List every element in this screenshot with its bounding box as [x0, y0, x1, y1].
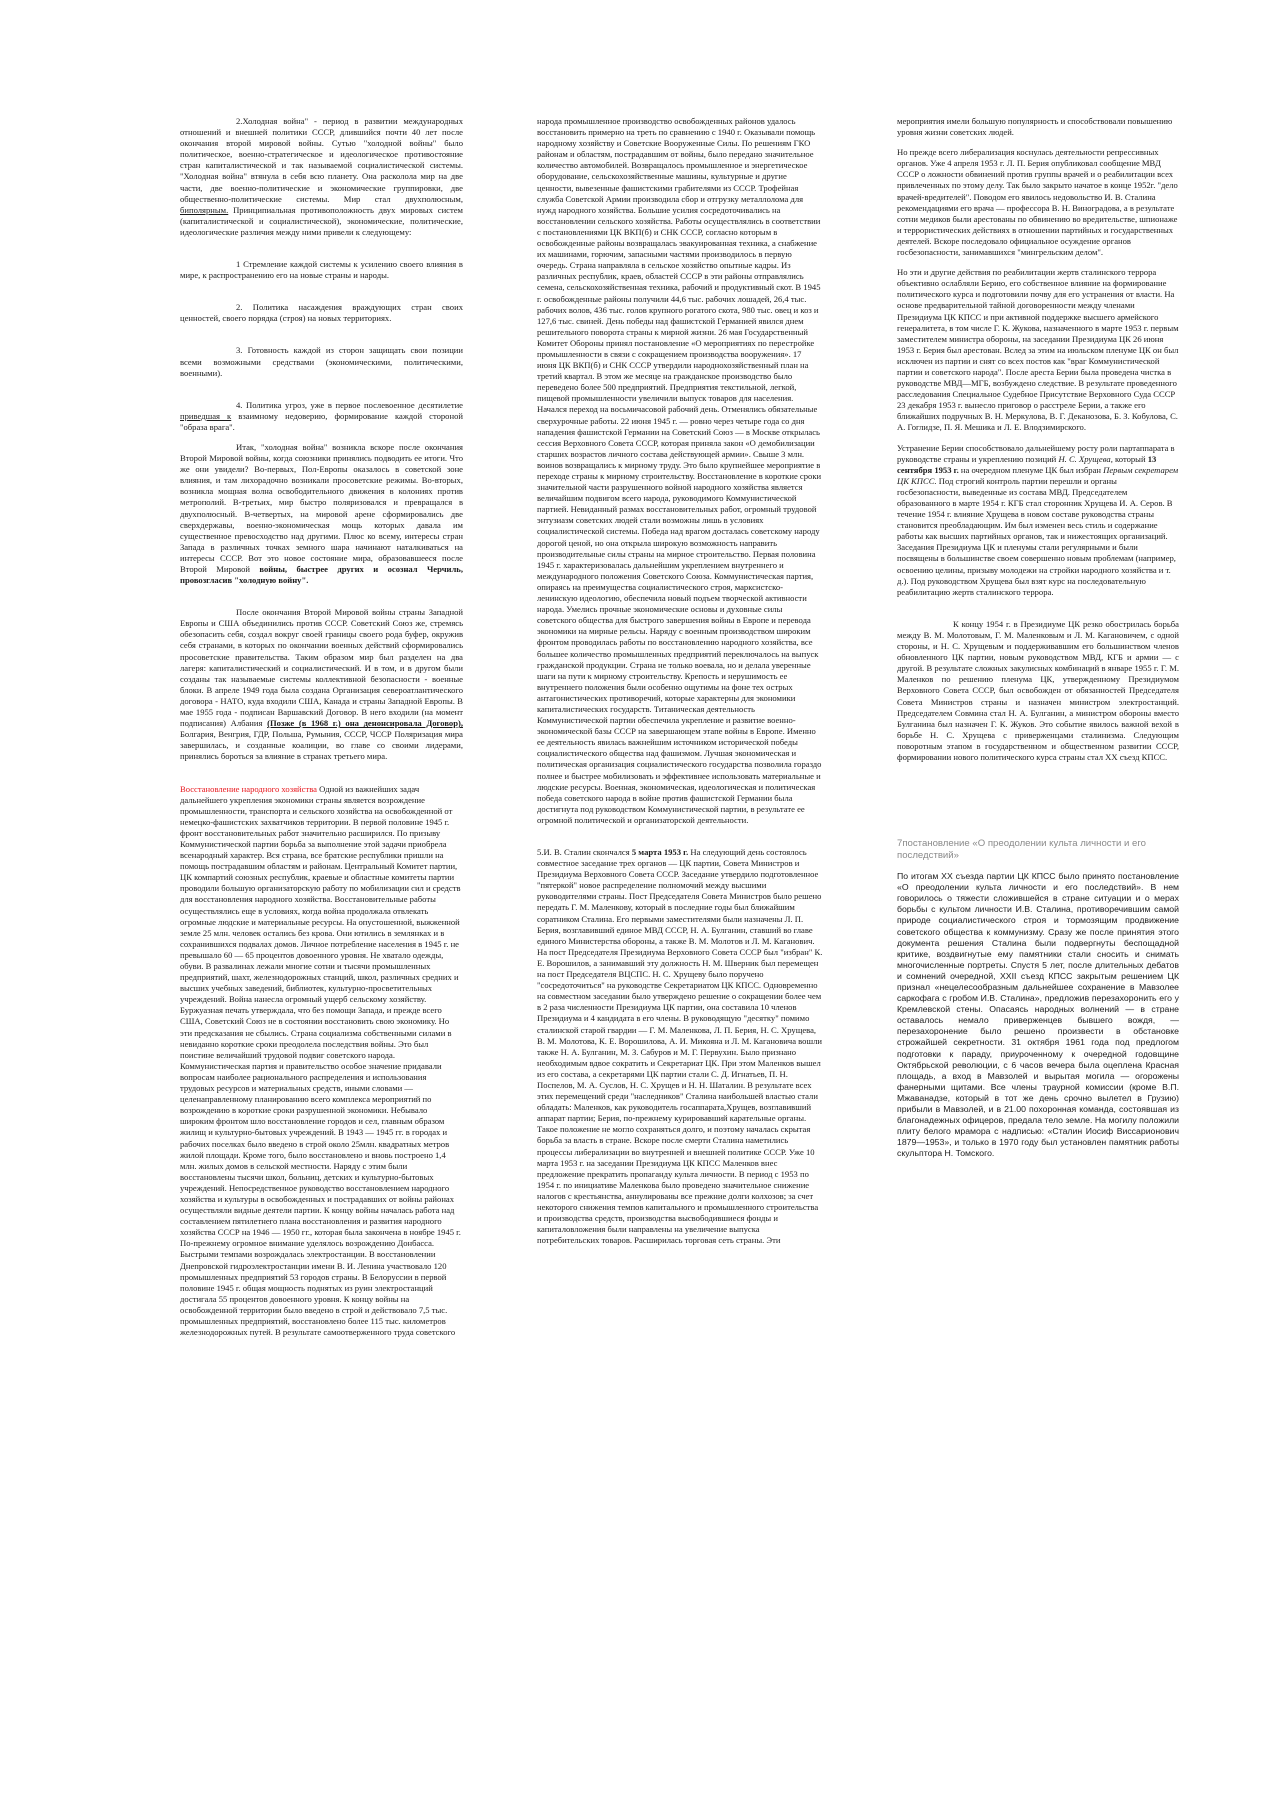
cold-war-origins: Итак, "холодная война" возникла вскоре после окончания Второй Мировой войны, когда союзники принялись подводить ее итоги. Что же они увидели? Во-первых, Пол-Европы оказалось в советской зоне влияния, и там лихорадочно возникали просоветские режимы. Во-вторых, возникла мощная волна освободительного движения в колониях против метрополий. В-третьих, мир быстро поляризовался и превращался в двухполюсный. В-четвертых, на мировой арене сформировались две сверхдержавы, военно-экономическая мощь которых давала им существенное превосходство над другими. Плюс ко всему, интересы стран Запада в различных точках земного шара начинают наталкиваться на интересы СССР. Вот это новое состояние мира, образовавшееся после Второй Мировой войны, быстрее других и осознал Черчиль, провозгласив "холодную войну". — [180, 441, 464, 586]
point-1: 1 Стремление каждой системы к усилению своего влияния в мире, к распространению его на новые страны и народы. — [180, 259, 463, 281]
reconstruction-heading: Восстановление народного хозяйства — [180, 783, 317, 794]
khrushchev-name: Н. С. Хрущева, — [1058, 453, 1113, 464]
repression-liberalization: Но прежде всего либерализация коснулась деятельности репрессивных органов. Уже 4 апреля 1953 г. Л. П. Берия опубликовал сообщение МВД СССР о ложности обвинений против группы врачей и о реабилитации всех привлеченных по этому делу. Так было закрыто начатое в конце 1952г. "дело врачей-вредителей". Поводом его явилось недовольство И. В. Сталина рекомендациями его врача — профессора В. Н. Виноградова, а в результате сотни медиков были арестованы по обвинению во вредительстве, шпионаже и террористических действиях в отношении партийных и государственных деятелей. Вскоре последовало официальное осуждение органов госбезопасности, занимавшихся "мингрельским делом". — [897, 147, 1178, 258]
point-3: 3. Готовность каждой из сторон защищать свои позиции всеми возможными средствами (экономическими, политическими, военными). — [180, 345, 463, 378]
albania-note: (Позже (в 1968 г.) она денонсировала Договор), — [267, 718, 463, 729]
section-7-heading: 7постановление «О преодолении культа личности и его последствий» — [897, 838, 1146, 862]
khrushchev-rise: Устранение Берии способствовало дальнейшему росту роли партаппарата в руководстве страны и укреплению позиций Н. С. Хрущева, который 13 сентября 1953 г. на очередном пленуме ЦК был избран Первым секретарем ЦК КПСС. Под строгий контроль партии перешли и органы госбезопасности, выведенные из состава МВД. Председателем образованного в марте 1954 г. КГБ стал сторонник Хрущева И. А. Серов. В течение 1954 г. влияние Хрущева в новом составе руководства страны становится преобладающим. Им был изменен весь стиль и содержание работы как высших партийных органов, так и нижестоящих организаций. Заседания Президиума ЦК и пленумы стали регулярными и были посвящены в большинстве своем совершенно новым проблемам (например, освоению целины, призыву молодежи на стройки народного хозяйства и т. д.). Под руководством Хрущева был взят курс на последовательную реабилитацию жертв сталинского террора. — [897, 442, 1179, 597]
underlined-term: биполярным. — [180, 204, 229, 215]
first-secretary-title: Первым секретарем ЦК КПСС. — [897, 464, 1179, 486]
stalin-death-date: 5 марта 1953 г. — [631, 847, 689, 857]
point-2: 2. Политика насаждения враждующих стран своих ценностей, своего порядка (строя) на новых территориях. — [180, 302, 463, 324]
underlined-phrase: приведшая к — [180, 410, 232, 421]
blocs-paragraph: После окончания Второй Мировой войны страны Западной Европы и США объединились против СССР. Советский Союз же, стремясь обезопасить себя, создал вокруг своей границы своего рода буфер, окружив себя странами, в которых по окончании военных действий сформировались просоветские правительства. Таким образом мир был разделен на два лагеря: капиталистический и социалистический. И в том, и в другом были созданы так называемые системы коллективной безопасности - военные блоки. В апреле 1949 года была создана Организация североатлантического договора - НАТО, куда входили США, Канада и страны Западной Европы. В мае 1955 года - подписан Варшавский Договор. В него входили (на момент подписания) Албания (Позже (в 1968 г.) она денонсировала Договор), Болгария, Венгрия, ГДР, Польша, Румыния, СССР, ЧССР Поляризация мира завершилась, и созданные коалиции, во главе со своими лидерами, принялись бороться за влияние в странах третьего мира. — [180, 607, 463, 762]
cult-of-personality-resolution: По итогам XX съезда партии ЦК КПСС было принято постановление «О преодолении культа личности и его последствий». В нем говорилось о тяжести сложившейся в стране ситуации и о мерах борьбы с культом личности И.В. Сталина, противоречившим самой природе социалистического строя и тормозящим продвижение советского общества к коммунизму. Сразу же после принятия этого документа решения Сталина были подвергнуты беспощадной критике, воздвигнутые ему памятники стали сносить и снимать многочисленные портреты. Спустя 5 лет, после длительных дебатов и сомнений очередной, XXII съезд КПСС закрытым решением ЦК признал «нецелесообразным дальнейшее сохранение в Мавзолее саркофага с гробом И.В. Сталина», предложив перезахоронить его у Кремлевской стены. Опасаясь народных волнений — в стране оставалось немало приверженцев бывшего вождя, — перезахоронение было решено произвести в обстановке строжайшей секретности. 31 октября 1961 года под предлогом подготовки к параду, приуроченному к очередной годовщине Октябрьской революции, с 6 часов вечера была оцеплена Красная площадь, а вход в Мавзолей и вырытая могила — огорожены фанерными щитами. Все члены траурной комиссии (кроме В.П. Мжаванадзе, который в тот же день срочно вылетел в Грузию) прибыли в Мавзолей, и в 21.00 похоронная команда, состоявшая из благонадежных офицеров, предала тело земле. На могилу положили плиту белого мрамора с надписью: «Сталин Иосиф Виссарионович 1879—1953», и только в 1970 году был установлен памятник работы скульптора Н. Томского. — [897, 871, 1179, 1159]
cold-war-definition: 2.Холодная война" - период в развитии международных отношений и внешней политики СССР, длившийся почти 40 лет после окончания второй мировой войны. Сутью "холодной войны" было политическое, военно-стратегическое и идеологическое противостояние стран капиталистической и так называемой социалистической системы. "Холодная война" втянула в себя всю планету. Она расколола мир на две части, две военно-политические и экономические группировки, две общественно-политические системы. Мир стал двухполюсным, биполярным. Принципиальная противоположность двух мировых систем (капиталистической и социалистической), экономические, политические, идеологические различия между ними привели к следующему: — [180, 116, 463, 237]
reconstruction-continued: народа промышленное производство освобожденных районов удалось восстановить примерно на треть по сравнению с 1940 г. Оказывали помощь народному хозяйству и Советские Вооруженные Силы. По решениям ГКО районам и областям, пострадавшим от войны, было передано значительное количество автомобилей. Возвращалось промышленное и энергетическое оборудование, сельскохозяйственные машины, культурные и другие ценности, вывезенные фашистскими грабителями из СССР. Трофейная служба Советской Армии производила сбор и отгрузку металлолома для нужд народного хозяйства. Большие усилия сосредоточивались на восстановлении сельского хозяйства. Работы осуществлялись в соответствии с постановлениями ЦК ВКП(б) и СНК СССР, согласно которым в освобожденные районы возвращалась эвакуированная техника, а снабжение их машинами, горючим, запасными частями производилось в первую очередь. Страна направляла в сельское хозяйство опытные кадры. Из различных республик, краев, областей СССР в эти районы отправлялись семена, сельскохозяйственная техника, рабочий и продуктивный скот. В 1945 г. освобожденные районы получили 44,6 тыс. рабочих лошадей, 26,4 тыс. рабочих волов, 436 тыс. голов крупного рогатого скота, 980 тыс. овец и коз и 127,6 тыс. свиней. День победы над фашистской Германией явился днем решительного поворота страны к мирной жизни. 26 мая Государственный Комитет Обороны принял постановление «О мероприятиях по перестройке промышленности в связи с сокращением производства вооружения». 17 июня ЦК ВКП(б) и СНК СССР утвердили народнохозяйственный план на третий квартал. В этом же месяце на гражданское производство было переведено более 500 предприятий. Предприятия текстильной, легкой, пищевой промышленности увеличили выпуск товаров для населения. Начался переход на восьмичасовой рабочий день. Отменялись обязательные сверхурочные работы. 22 июня 1945 г. — ровно через четыре года со дня нападения фашистской Германии на Советский Союз — в Москве открылась сессия Верховного Совета СССР, которая приняла закон «О демобилизации старших возрастов личного состава действующей армии». Свыше 3 млн. воинов возвращались к мирному труду. Это было крупнейшее мероприятие в переходе страны к мирному строительству. Восстановление в короткие сроки значительной части разрушенного войной народного хозяйства является величайшим подвигом всего народа, руководимого Коммунистической партией. Невиданный размах восстановительных работ, огромный трудовой энтузиазм советских людей стали возможны лишь в условиях социалистической системы. Победа над врагом досталась советскому народу дорогой ценой, но она открыла широкую возможность направить производительные силы страны на мирное строительство. Первая половина 1945 г. характеризовалась дальнейшим укреплением внутреннего и международного положения Советского Союза. Коммунистическая партия, опираясь на преимущества социалистического строя, марксистско-ленинскую идеологию, обеспечила новый подъем творческой активности народа. Умелись прочные экономические основы и духовные силы советского общества для быстрого завершения войны в Европе и перевода экономики на мирные рельсы. Наряду с военным производством широким фронтом проводилась работы по восстановлению народного хозяйства, все большее количество промышленных предприятий переключалось на выпуск гражданской продукции. Страна не только воевала, но и делала уверенные шаги на пути к мирному строительству. Крепость и нерушимость ее внутреннего положения были особенно ощутимы на фоне тех острых антагонистических противоречий, которые характерны для экономики капиталистических государств. Титаническая деятельность Коммунистической партии обеспечила укрепление и развитие военно-экономической базы СССР на завершающем этапе войны в Европе. Именно ее деятельность явилась важнейшим источником исторической победы социалистического общества над фашизмом. Лучшая экономическая и политическая организация социалистического государства позволила гораздо полнее и быстрее мобилизовать и эффективнее использовать материальные и людские ресурсы. Военная, экономическая, идеологическая и политическая победа советского народа в войне против фашистской Германии была достигнута под руководством Коммунистической партии, в результате ее огромной политической и организаторской деятельности. — [537, 116, 822, 825]
liberalization-effect: мероприятия имели большую популярность и способствовали повышению уровня жизни советских людей. — [897, 116, 1173, 138]
stalin-death-paragraph: 5.И. В. Сталин скончался 5 марта 1953 г. На следующий день состоялось совместное заседание трех органов — ЦК партии, Совета Министров и Президиума Верховного Совета СССР. Заседание утвердило подготовленное "пятеркой" новое распределение полномочий между высшими руководителями страны. Пост Председателя Совета Министров было решено передать Г. М. Маленкову, который в последние годы был ближайшим соратником Сталина. Его первыми заместителями были назначены Л. П. Берия, возглавивший единое МВД СССР, Н. А. Булганин, ставший во главе единого Министерства обороны, а также В. М. Молотов и Л. М. Каганович. На пост Председателя Президиума Верховного Совета СССР был "избран" К. Е. Ворошилов, а занимавший эту должность Н. М. Шверник был перемещен на пост Председателя ВЦСПС. Н. С. Хрущеву было поручено "сосредоточиться" на руководстве Секретариатом ЦК КПСС. Одновременно на совместном заседании было утверждено решение о сокращении более чем в 2 раза численности Президиума ЦК партии, она составила 10 членов Президиума и 4 кандидата в его члены. В руководящую "десятку" помимо сталинской старой гвардии — Г. М. Маленкова, Л. П. Берия, Н. С. Хрущева, В. М. Молотова, К. Е. Ворошилова, А. И. Микояна и Л. М. Кагановича вошли также Н. А. Булганин, М. З. Сабуров и М. Г. Первухин. Было признано необходимым вдвое сократить и Секретариат ЦК. При этом Маленков вышел из его состава, а секретарями ЦК партии стали С. Д. Игнатьев, П. Н. Поспелов, М. А. Суслов, Н. С. Хрущев и Н. Н. Шаталин. В результате всех этих перемещений среди "наследников" Сталина наибольшей властью стали обладать: Маленков, как руководитель госаппарата,Хрущев, возглавивший аппарат партии; Берия, по-прежнему курировавший карательные органы. Такое положение не могло сохраняться долго, и поэтому началась скрытая борьба за власть в стране. Вскоре после смерти Сталина наметились процессы либерализации во внутренней и внешней политике СССР. Уже 10 марта 1953 г. на заседании Президиума ЦК КПСС Маленков внес предложение прекратить пропаганду культа личности. В период с 1953 по 1954 г. по инициативе Маленкова было проведено значительное снижение налогов с крестьянства, аннулированы все прежние долги колхозов; за счет некоторого снижения темпов капитального и промышленного строительства и производства средств, производства высвободившиеся фонды и капиталовложения были направлены на увеличение выпуска потребительских товаров. Расширилась торговая сеть страны. Эти — [537, 847, 823, 1246]
reconstruction-paragraph: Восстановление народного хозяйства Одной из важнейших задач дальнейшего укрепления экономики страны является возрождение промышленности, транспорта и сельского хозяйства на освобожденной от немецко-фашистских захватчиков территории. В первой половине 1945 г. фронт восстановительных работ значительно расширился. По призыву Коммунистической партии борьба за выполнение этой задачи приобрела всенародный характер. Вся страна, все братские республики пришли на помощь пострадавшим областям и районам. Центральный Комитет партии, ЦК компартий союзных республик, краевые и областные комитеты партии проводили большую организаторскую работу по мобилизации сил и средств для восстановления народного хозяйства. Восстановительные работы осуществлялись еще в условиях, когда война продолжала отвлекать огромные людские и материальные ресурсы. На опустошенной, выжженной земле 25 млн. человек остались без крова. Они ютились в землянках и в сохранившихся подвалах домов. Личное потребление населения в 1945 г. не превышало 60 — 65 процентов довоенного уровня. Не хватало одежды, обуви. В развалинах лежали многие сотни и тысячи промышленных предприятий, шахт, железнодорожных станций, школ, различных средних и высших учебных заведений, библиотек, культурно-просветительных учреждений. Война нанесла огромный ущерб сельскому хозяйству. Буржуазная печать утверждала, что без помощи Запада, и прежде всего США, Советский Союз не в состоянии восстановить свою экономику. Но эти предсказания не сбылись. Страна социализма собственными силами в невиданно короткие сроки преодолела последствия войны. Это был поистине величайший трудовой подвиг советского народа. Коммунистическая партия и правительство особое значение придавали вопросам наиболее рационального распределения и использования трудовых ресурсов и материальных средств, иными словами — целенаправленному планированию всего комплекса мероприятий по возрождению в короткие сроки разрушенной экономики. Небывало широким фронтом шло восстановление городов и сел, главным образом жилищ и культурно-бытовых учреждений. В 1943 — 1945 гг. в городах и рабочих поселках было введено в строй около 25млн. квадратных метров жилой площади. Кроме того, было восстановлено и вновь построено 1,4 млн. жилых домов в сельской местности. Наряду с этим были восстановлены тысячи школ, больниц, детских и культурно-бытовых учреждений. Непосредственное руководство восстановлением народного хозяйства и культуры в освобожденных и пострадавших от войны районах осуществляли видные деятели партии. К концу войны началась работа над составлением пятилетнего плана восстановления и развития народного хозяйства СССР на 1946 — 1950 гг., которая была закончена в ноябре 1945 г. По-прежнему огромное внимание уделялось возрождению Донбасса. Быстрыми темпами возрождалась электростанции. В восстановлении Днепровской гидроэлектростанции имени В. И. Ленина участвовало 120 промышленных предприятий 53 городов страны. В Белоруссии в первой половине 1945 г. общая мощность поднятых из руин электростанций достигала 55 процентов довоенного уровня. К концу войны на освобожденной территории было введено в строй и действовало 7,5 тыс. промышленных предприятий, восстановлено более 115 тыс. километров железнодорожных путей. В результате самоотверженного труда советского — [180, 783, 461, 1338]
power-struggle: К концу 1954 г. в Президиуме ЦК резко обострилась борьба между В. М. Молотовым, Г. М. Маленковым и Л. М. Кагановичем, с одной стороны, и Н. С. Хрущевым и поддерживавшим его большинством членов обновленного ЦК партии, новым руководством МВД, КГБ и армии — с другой. В результате сложных закулисных комбинаций в январе 1955 г. Г. М. Маленков по решению пленума ЦК, утвержденному Президиумом Верховного Совета СССР, был освобожден от обязанностей Председателя Совета Министров страны и назначен министром электростанций. Председателем Совмина стал Н. А. Булганин, а министром обороны вместо Булганина был назначен Г. К. Жуков. Это событие явилось важной вехой в борьбе Н. С. Хрущева с приверженцами сталинизма. Следующим поворотным этапом в государственном и общественном развитии СССР, формировании нового политического курса страны стал XX съезд КПСС. — [897, 618, 1179, 762]
column-2 — [537, 116, 823, 1255]
khrushchev-date: 13 сентября 1953 г. — [897, 453, 1157, 475]
column-3 — [897, 116, 1179, 1169]
churchill-statement: войны, быстрее других и осознал Черчиль, провозгласив "холодную войну". — [180, 564, 464, 586]
beria-arrest: Но эти и другие действия по реабилитации жертв сталинского террора объективно ослабляли Берию, его собственное влияние на формирование политического курса и подготовили почву для его устранения от власти. На основе предварительной тайной договоренности между членами Президиума ЦК КПСС и при активной поддержке высшего армейского генералитета, в том числе Г. К. Жукова, назначенного в марте 1953 г. первым заместителем министра обороны, на заседании Президиума ЦК 26 июня 1953 г. Берия был арестован. Вслед за этим на июльском пленуме ЦК он был исключен из партии и снят со всех постов как "враг Коммунистической партии и советского народа". После ареста Берии была проведена чистка в руководстве МВД—МГБ, возбуждено следствие. В результате проведенного расследования Специальное Судебное Присутствие Верховного Суда СССР 23 декабря 1953 г. вынесло приговор о расстреле Берии, а также его ближайших подручных В. Н. Меркулова, В. Г. Деканозова, Б. З. Кобулова, С. А. Гоглидзе, П. Я. Мешика и Л. Е. Влодзимирского. — [897, 267, 1179, 433]
point-4: 4. Политика угроз, уже в первое послевоенное десятилетие приведшая к взаимному недоверию, формирование каждой стороной "образа врага". — [180, 399, 463, 432]
column-1 — [180, 116, 463, 1347]
